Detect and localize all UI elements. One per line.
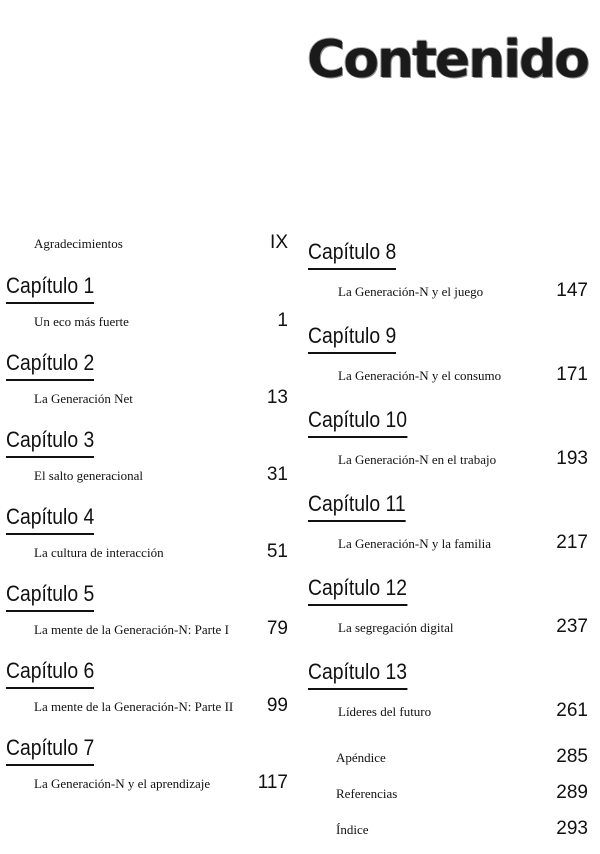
toc-chapter <box>308 322 588 386</box>
chapter-title: La mente de la Generación-N: Parte II <box>34 699 234 714</box>
chapter-label: Capítulo 3 <box>6 426 94 458</box>
chapter-page: 1 <box>277 310 288 331</box>
toc-right-column <box>308 238 588 854</box>
back-title: Índice <box>336 822 369 837</box>
page-title: Contenido <box>307 30 588 90</box>
back-page: 293 <box>556 818 588 839</box>
chapter-title: La Generación-N y la familia <box>338 536 492 551</box>
chapter-title: La segregación digital <box>338 620 454 635</box>
chapter-label: Capítulo 6 <box>6 657 94 689</box>
chapter-title: El salto generacional <box>34 468 144 483</box>
chapter-page: 237 <box>556 616 588 637</box>
toc-entry-page: IX <box>270 232 288 253</box>
toc-chapter <box>308 658 588 722</box>
toc-back-matter <box>308 746 588 840</box>
toc-chapter <box>6 426 288 486</box>
chapter-page: 261 <box>556 700 588 721</box>
chapter-label: Capítulo 7 <box>6 734 94 766</box>
toc-chapter <box>6 272 288 332</box>
chapter-page: 13 <box>266 387 288 408</box>
toc-chapter <box>308 574 588 638</box>
chapter-label: Capítulo 9 <box>308 322 396 354</box>
chapter-page: 147 <box>556 280 588 301</box>
toc-entry-front <box>6 232 288 254</box>
chapter-title: La Generación Net <box>34 391 133 406</box>
chapter-label: Capítulo 4 <box>6 503 94 535</box>
toc-chapter <box>6 580 288 640</box>
chapter-label: Capítulo 2 <box>6 349 94 381</box>
chapter-page: 31 <box>266 464 288 485</box>
back-title: Apéndice <box>336 750 386 765</box>
chapter-page: 99 <box>266 695 288 716</box>
chapter-page: 171 <box>556 364 588 385</box>
chapter-label: Capítulo 13 <box>308 658 407 690</box>
chapter-page: 217 <box>556 532 588 553</box>
chapter-title: La Generación-N y el juego <box>338 284 484 299</box>
toc-entry-references <box>308 782 588 804</box>
chapter-title: La Generación-N y el consumo <box>338 368 502 383</box>
toc-entry-index <box>308 818 588 840</box>
toc-chapter <box>308 238 588 302</box>
chapter-page: 117 <box>257 772 288 793</box>
toc-chapter <box>6 503 288 563</box>
toc-chapter <box>6 657 288 717</box>
chapter-page: 51 <box>266 541 288 562</box>
toc-entry-title: Agradecimientos <box>34 236 123 251</box>
chapter-label: Capítulo 1 <box>6 272 94 304</box>
chapter-label: Capítulo 5 <box>6 580 94 612</box>
chapter-page: 79 <box>266 618 288 639</box>
back-page: 285 <box>556 746 588 767</box>
chapter-page: 193 <box>556 448 588 469</box>
chapter-title: La Generación-N y el aprendizaje <box>34 776 211 791</box>
toc-chapter <box>6 734 288 794</box>
toc-left-column <box>6 232 288 811</box>
chapter-label: Capítulo 10 <box>308 406 407 438</box>
chapter-label: Capítulo 8 <box>308 238 396 270</box>
back-title: Referencias <box>336 786 398 801</box>
chapter-title: La Generación-N en el trabajo <box>338 452 497 467</box>
toc-chapter <box>6 349 288 409</box>
chapter-title: Líderes del futuro <box>338 704 432 719</box>
chapter-title: La cultura de interacción <box>34 545 164 560</box>
chapter-label: Capítulo 12 <box>308 574 407 606</box>
chapter-title: La mente de la Generación-N: Parte I <box>34 622 229 637</box>
chapter-label: Capítulo 11 <box>308 490 406 522</box>
chapter-title: Un eco más fuerte <box>34 314 129 329</box>
back-page: 289 <box>556 782 588 803</box>
toc-entry-appendix <box>308 746 588 768</box>
toc-chapter <box>308 490 588 554</box>
toc-chapter <box>308 406 588 470</box>
